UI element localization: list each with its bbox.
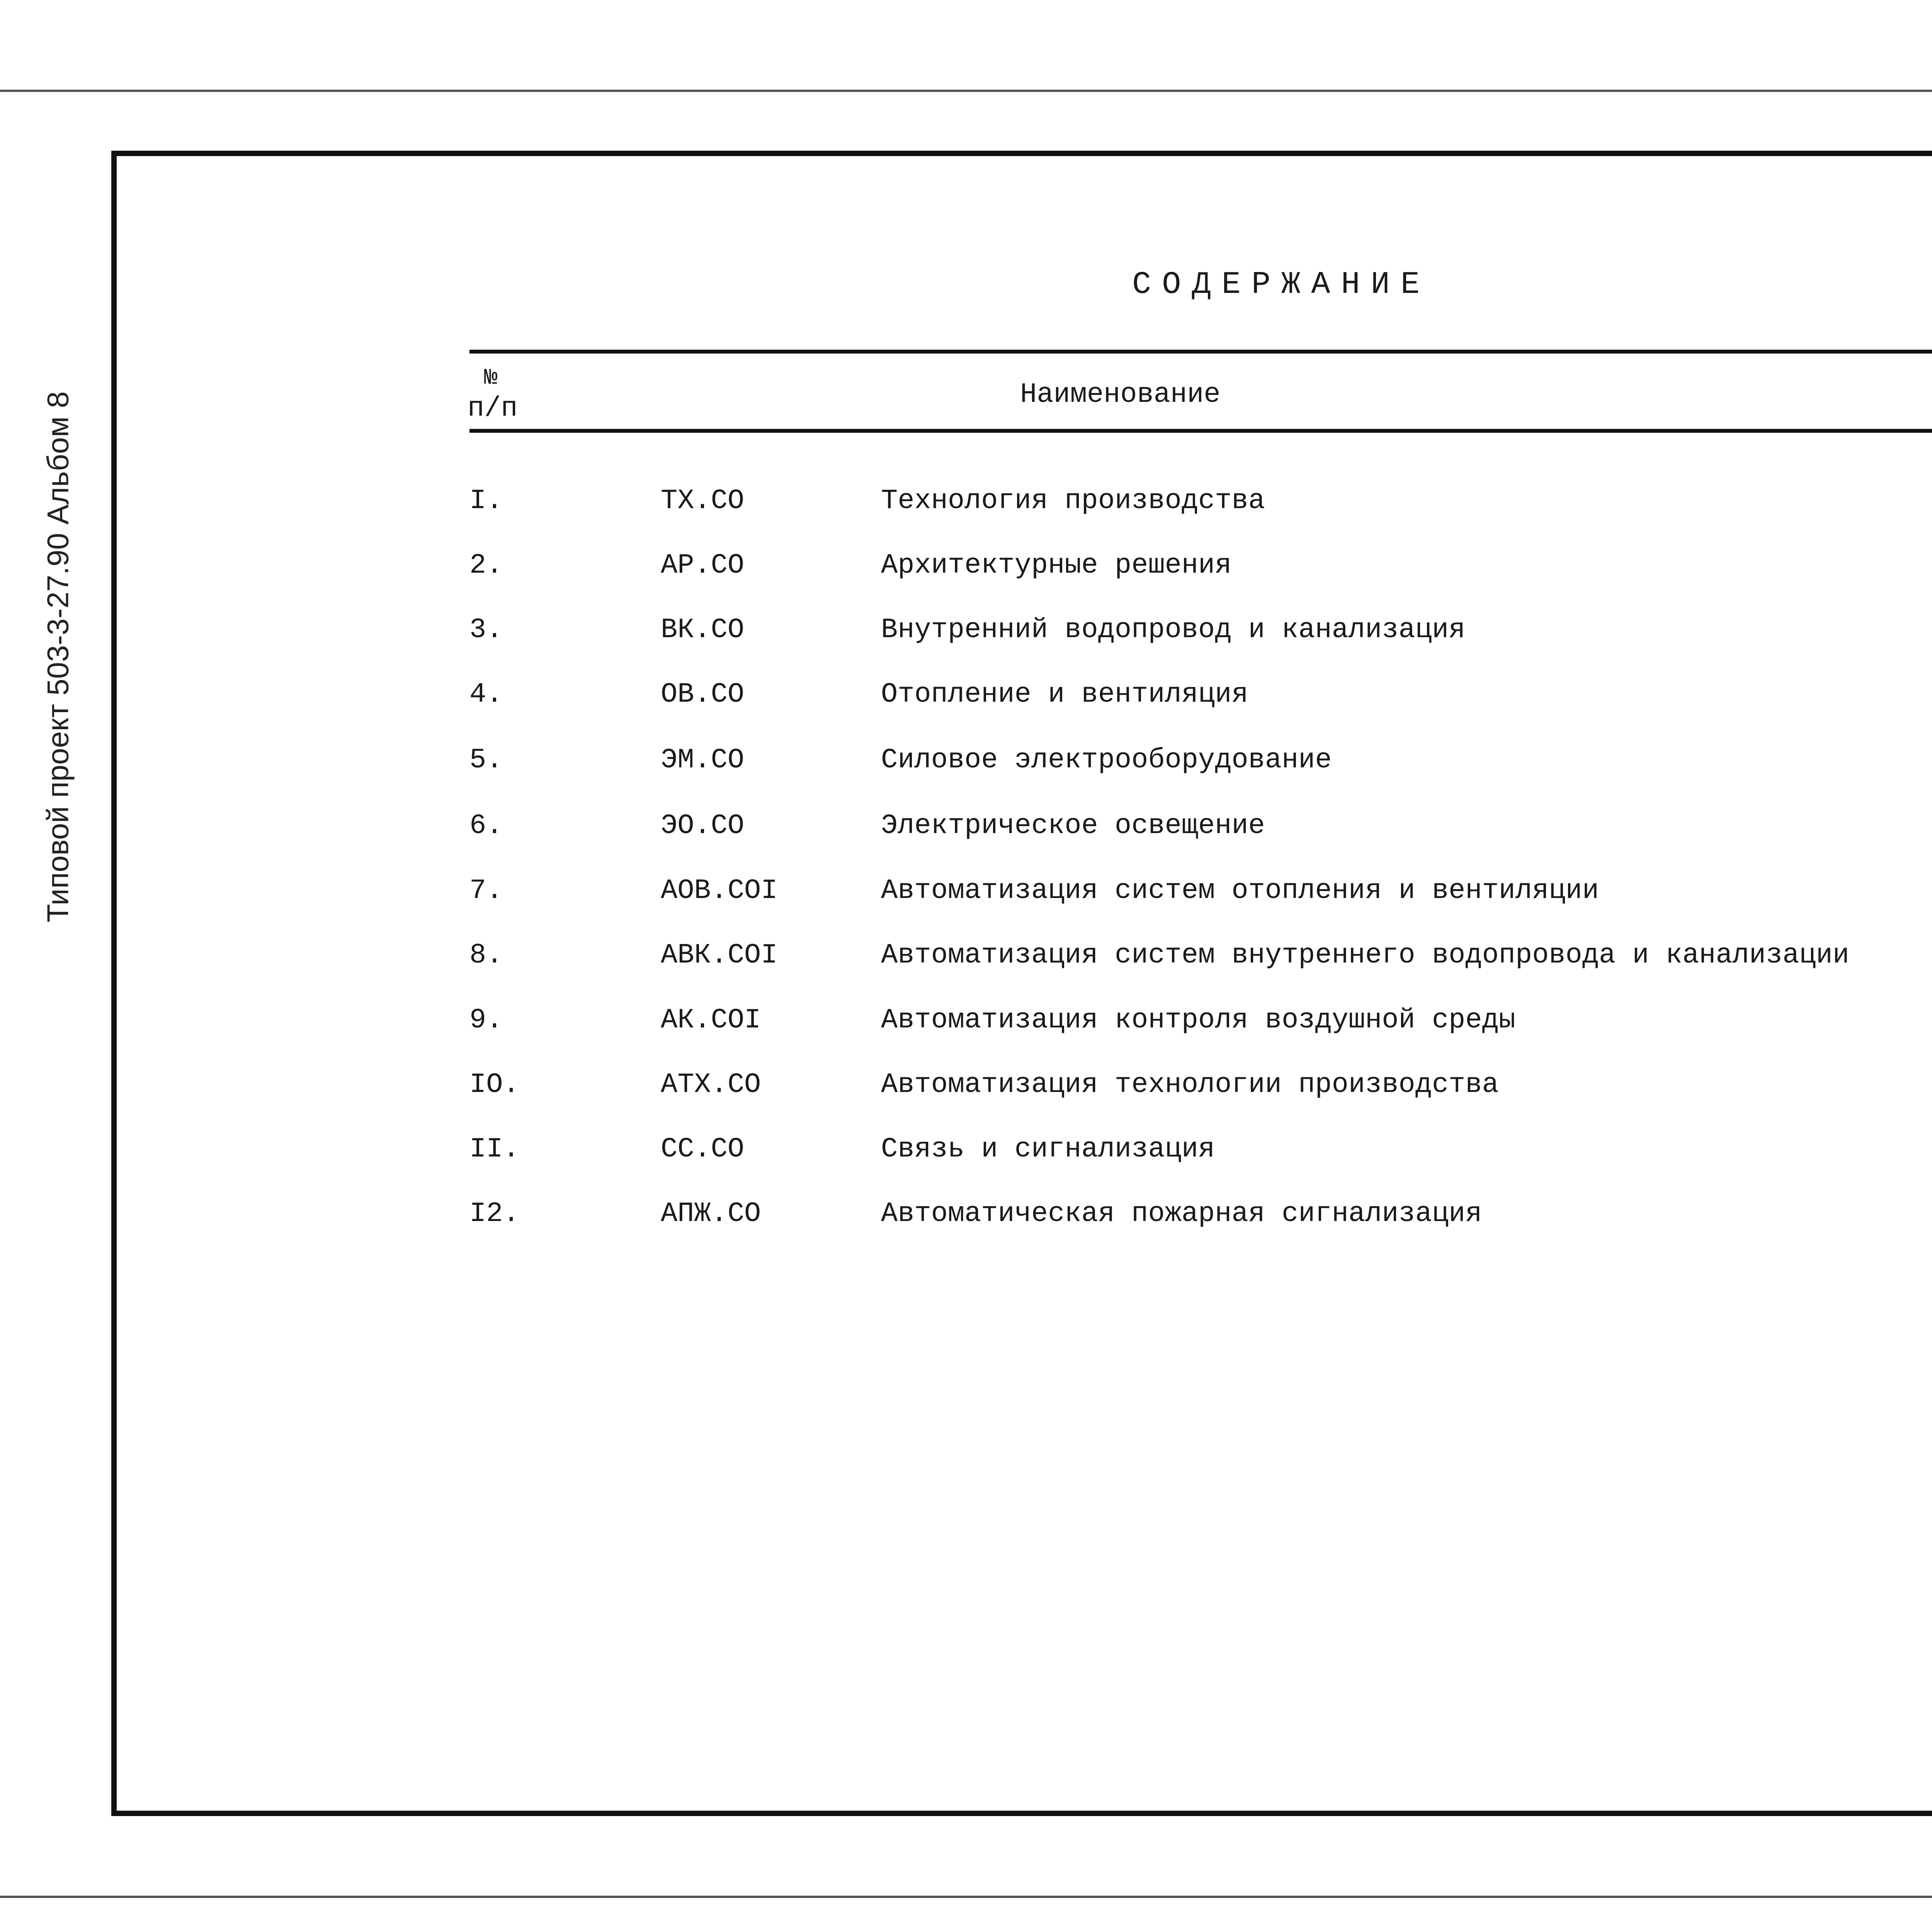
row-code: ТХ.СО <box>661 485 745 517</box>
table-row <box>0 1004 1932 1043</box>
row-code: ОВ.СО <box>661 679 745 710</box>
row-number: I2. <box>469 1198 520 1230</box>
row-code: АР.СО <box>661 549 745 581</box>
row-name: Архитектурные решения <box>881 549 1232 581</box>
row-name: Автоматизация контроля воздушной среды <box>881 1004 1515 1036</box>
row-number: II. <box>469 1133 520 1165</box>
row-name: Автоматизация технологии производства <box>881 1069 1499 1100</box>
header-number-symbol: № <box>484 366 498 391</box>
table-row <box>0 1198 1932 1236</box>
row-name: Силовое электрооборудование <box>881 744 1332 776</box>
table-row <box>0 810 1932 849</box>
row-number: 2. <box>469 549 503 581</box>
row-code: АОВ.СОI <box>661 875 778 906</box>
table-row <box>0 1069 1932 1107</box>
table-row <box>0 485 1932 524</box>
table-row <box>0 679 1932 717</box>
row-number: 4. <box>469 679 503 710</box>
table-row <box>0 744 1932 783</box>
row-code: ЭО.СО <box>661 810 745 842</box>
row-name: Связь и сигнализация <box>881 1133 1215 1165</box>
row-code: АК.СОI <box>661 1004 761 1036</box>
row-name: Автоматизация систем внутреннего водопровода и канализации <box>881 939 1850 971</box>
row-number: IO. <box>469 1069 520 1100</box>
row-number: 7. <box>469 875 503 906</box>
row-number: I. <box>469 485 503 517</box>
row-code: ЭМ.СО <box>661 744 745 776</box>
table-row <box>0 939 1932 978</box>
row-number: 6. <box>469 810 503 842</box>
header-number <box>468 363 518 424</box>
row-number: 3. <box>469 614 503 646</box>
row-name: Внутренний водопровод и канализация <box>881 614 1466 646</box>
row-name: Автоматическая пожарная сигнализация <box>881 1198 1482 1230</box>
row-name: Технология производства <box>881 485 1265 517</box>
row-code: АТХ.СО <box>661 1069 761 1100</box>
table-header-rule <box>469 429 1932 433</box>
table-row <box>0 614 1932 653</box>
row-code: АПЖ.СО <box>661 1198 761 1230</box>
row-number: 5. <box>469 744 503 776</box>
row-code: ВК.СО <box>661 614 745 646</box>
row-name: Автоматизация систем отопления и вентиляции <box>881 875 1599 906</box>
table-row <box>0 549 1932 588</box>
header-name: Наименование <box>1020 379 1221 410</box>
table-top-rule <box>469 350 1932 354</box>
header-number-label: п/п <box>468 393 518 424</box>
row-name: Отопление и вентиляция <box>881 679 1248 710</box>
table-row <box>0 1133 1932 1172</box>
row-number: 8. <box>469 939 503 971</box>
row-code: АВК.СОI <box>661 939 778 971</box>
page-title: СОДЕРЖАНИЕ <box>1132 267 1431 303</box>
row-number: 9. <box>469 1004 503 1036</box>
table-row <box>0 875 1932 913</box>
row-code: СС.СО <box>661 1133 745 1165</box>
row-name: Электрическое освещение <box>881 810 1265 842</box>
side-label: Типовой проект 503-3-27.90 Альбом 8 <box>41 391 75 923</box>
